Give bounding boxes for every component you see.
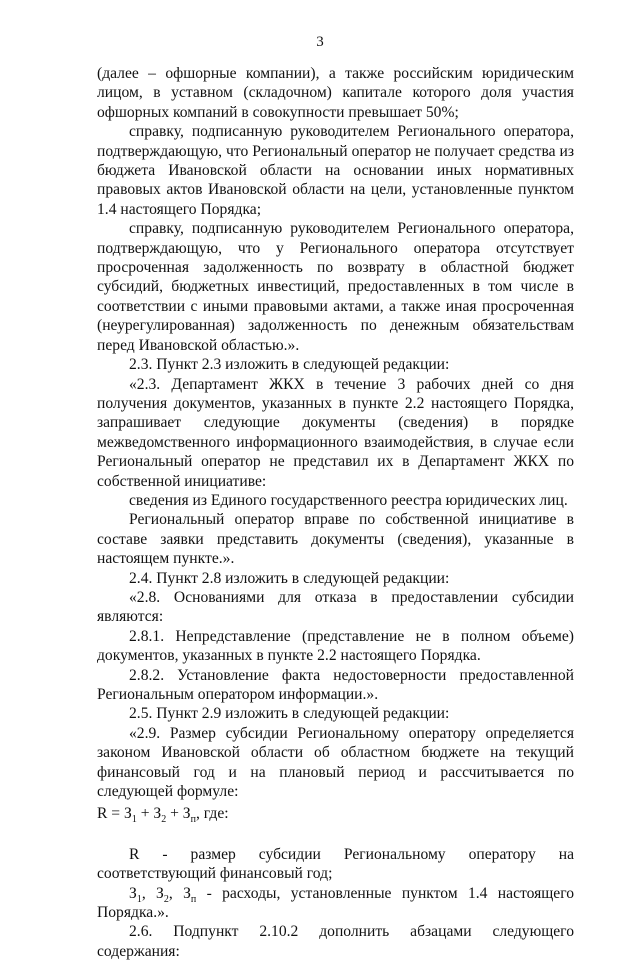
subsidy-formula: $R = З_1 + З_2 + З_п$, где: xyxy=(97,805,229,826)
paragraph-item-2-8-2: 2.8.2. Установление факта недостоверности предоставленной Региональным оператором информации.». xyxy=(97,666,574,703)
paragraph-egrul: сведения из Единого государственного реестра юридических лиц. xyxy=(129,491,568,509)
paragraph-own-initiative: Региональный оператор вправе по собственной инициативе в составе заявки представить документы (сведения), указанные в настоящем пункте.». xyxy=(97,511,574,568)
page-number: 3 xyxy=(316,34,324,50)
paragraph-z-definition: $З_1$, $З_2$, $З_п$ - расходы, установленные пунктом 1.4 настоящего Порядка.». xyxy=(97,884,575,922)
paragraph-certificate-no-funds: справку, подписанную руководителем Регионального оператора, подтверждающую, что Региональный оператор не получает средства из бюджета Ивановской области на основании иных нормативных правовых актов Ивановской области на цели, установленные пунктом 1.4 настоящего Порядка; xyxy=(97,123,574,218)
paragraph-item-2-8-1: 2.8.1. Непредставление (представление не в полном объеме) документов, указанных в пункте 2.2 настоящего Порядка. xyxy=(97,627,574,665)
paragraph-item-2-4-heading: 2.4. Пункт 2.8 изложить в следующей редакции: xyxy=(129,569,450,587)
paragraph-item-2-5-heading: 2.5. Пункт 2.9 изложить в следующей редакции: xyxy=(129,705,450,723)
paragraph-item-2-8-text: «2.8. Основаниями для отказа в предоставлении субсидии являются: xyxy=(97,588,574,626)
paragraph-item-2-6-heading: 2.6. Подпункт 2.10.2 дополнить абзацами следующего содержания: xyxy=(97,923,574,960)
paragraph-item-2-3-text: «2.3. Департамент ЖКХ в течение 3 рабочих дней со дня получения документов, указанных в пункте 2.2 настоящего Порядка, запрашивает следующие документы (сведения) в порядке межведомственного информационного взаимодействия, в случае если Региональный оператор не представил их в Департамент ЖКХ по собственной инициативе: xyxy=(97,375,574,490)
paragraph-r-definition: R - размер субсидии Региональному оператору на соответствующий финансовый год; xyxy=(97,845,574,883)
paragraph-offshore-continuation: (далее – офшорные компании), а также российским юридическим лицом, в уставном (складочном) капитале которого доля участия офшорных компаний в совокупности превышает 50%; xyxy=(97,65,574,121)
paragraph-certificate-no-debt: справку, подписанную руководителем Регионального оператора, подтверждающую, что у Регионального оператора отсутствует просроченная задолженность по возврату в областной бюджет субсидий, бюджетных инвестиций, предоставленных в том числе в соответствии с иными правовыми актами, а также иная просроченная (неурегулированная) задолженность по денежным обязательствам перед Ивановской областью.». xyxy=(97,220,574,354)
paragraph-item-2-9-text: «2.9. Размер субсидии Региональному оператору определяется законом Ивановской области об областном бюджете на текущий финансовый год и на плановый период и рассчитывается по следующей формуле: xyxy=(97,724,574,801)
paragraph-item-2-3-heading: 2.3. Пункт 2.3 изложить в следующей редакции: xyxy=(129,356,450,374)
document-body xyxy=(97,64,574,961)
